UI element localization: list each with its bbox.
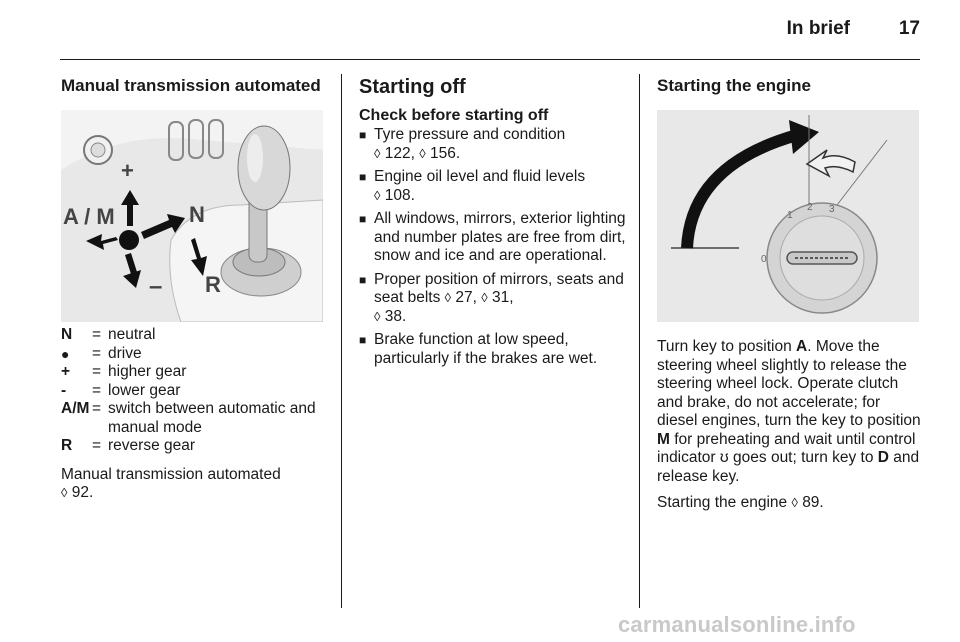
subheading-check: Check before starting off (359, 107, 549, 124)
legend-row (61, 400, 323, 437)
bullet-icon: ■ (359, 128, 367, 142)
column-starting-engine (657, 74, 922, 513)
legend-text: switch between automatic and manual mode (108, 400, 316, 436)
list-item-text: Brake function at low speed, particularly if the brakes are wet. (374, 331, 598, 367)
legend-row (61, 437, 323, 456)
body-text: Turn key to position (657, 338, 796, 355)
label-r: R (205, 272, 221, 297)
legend-text: neutral (108, 326, 156, 343)
legend-text: higher gear (108, 363, 187, 380)
list-item (359, 126, 629, 163)
column-divider-1 (341, 74, 342, 608)
bullet-icon: ■ (359, 272, 367, 287)
section-heading-starting-engine: Starting the engine (657, 76, 811, 95)
reference-page[interactable]: 89. (802, 494, 824, 511)
legend-key: N (61, 326, 73, 343)
section-heading-transmission: Manual transmission automated (61, 76, 321, 95)
legend-key: R (61, 437, 73, 454)
page-number: 17 (898, 18, 920, 39)
position-3-label: 3 (829, 204, 835, 215)
page-ref[interactable]: 122, (384, 144, 415, 162)
header-rule (60, 59, 920, 60)
column-divider-2 (639, 74, 640, 608)
legend-equals: = (92, 363, 102, 380)
gear-knob (238, 126, 290, 210)
page-ref[interactable]: 38. (384, 307, 407, 325)
list-item (359, 271, 629, 327)
gear-selector-illustration (61, 110, 323, 322)
running-header-section: In brief (786, 18, 850, 39)
page-ref-icon: ◊ (374, 308, 381, 324)
list-item (359, 210, 629, 266)
page-ref-icon: ◊ (481, 290, 488, 305)
key-position-a: A (796, 338, 808, 355)
legend-equals: = (92, 437, 102, 454)
body-text: . Move the steering wheel slightly to release the steering wheel lock. Operate clutch and brake, do not accelerate; for diesel engines, turn the key to position (657, 338, 921, 429)
check-list (359, 126, 629, 368)
position-0-label: 0 (761, 254, 767, 265)
drive-position-dot (119, 230, 139, 250)
page-ref-icon: ◊ (61, 485, 68, 500)
legend (61, 326, 323, 456)
legend-key: - (61, 381, 67, 399)
list-item-text: Engine oil level and fluid levels (374, 168, 586, 185)
legend-key: A/M (61, 400, 90, 417)
key-position-m: M (657, 430, 670, 448)
preheat-indicator-icon: ʊ (719, 449, 729, 466)
legend-equals: = (92, 326, 102, 343)
legend-key: + (61, 363, 71, 380)
list-item (359, 331, 629, 368)
key-position-d: D (877, 449, 889, 466)
bullet-icon: ■ (359, 212, 367, 226)
label-am: A / M (63, 204, 115, 229)
label-n: N (189, 202, 205, 227)
legend-text: reverse gear (108, 437, 196, 454)
label-plus: + (121, 158, 134, 183)
body-text: for preheating and wait until control indicator (657, 430, 916, 466)
reference-text: Starting the engine (657, 494, 788, 511)
page-ref[interactable]: 108. (384, 186, 415, 204)
starting-engine-body (657, 338, 922, 486)
legend-equals: = (92, 344, 102, 362)
page-ref[interactable]: 31, (492, 289, 514, 306)
page-ref[interactable]: 27, (455, 289, 477, 306)
position-2-label: 2 (807, 202, 813, 213)
page-ref-icon: ◊ (374, 145, 381, 161)
body-text: goes out; turn key to (728, 449, 878, 466)
legend-row (61, 382, 323, 401)
section-heading-starting-off: Starting off (359, 76, 466, 98)
list-item-text: Tyre pressure and condition (374, 126, 566, 143)
page-ref-icon: ◊ (419, 145, 426, 161)
transmission-reference (61, 466, 323, 503)
list-item-text: Proper position of mirrors, seats and seat belts (374, 270, 624, 306)
legend-row (61, 326, 323, 345)
reference-text: Manual transmission automated (61, 465, 281, 483)
column-transmission (61, 74, 323, 503)
bullet-icon: ■ (359, 170, 367, 184)
body-text: and release key. (657, 449, 920, 485)
legend-row (61, 363, 323, 382)
legend-equals: = (92, 400, 102, 417)
legend-row (61, 345, 323, 364)
legend-text: lower gear (108, 381, 181, 399)
page-ref-icon: ◊ (791, 495, 798, 510)
watermark: carmanualsonline.info (618, 612, 856, 637)
list-item-text: All windows, mirrors, exterior lighting and number plates are free from dirt, snow and ice and are operational. (374, 210, 626, 264)
page-ref-icon: ◊ (374, 187, 381, 203)
page-ref-icon: ◊ (444, 290, 452, 305)
page-ref[interactable]: 156. (429, 144, 461, 162)
position-1-label: 1 (787, 210, 793, 221)
bullet-icon: ■ (359, 333, 367, 347)
legend-equals: = (92, 381, 102, 399)
starting-engine-reference (657, 494, 922, 513)
reference-page[interactable]: 92. (71, 484, 94, 501)
label-minus: – (149, 273, 163, 300)
column-starting-off (359, 74, 629, 373)
legend-text: drive (108, 344, 142, 362)
list-item (359, 168, 629, 205)
legend-key: ● (61, 345, 70, 362)
ignition-illustration (657, 110, 919, 322)
